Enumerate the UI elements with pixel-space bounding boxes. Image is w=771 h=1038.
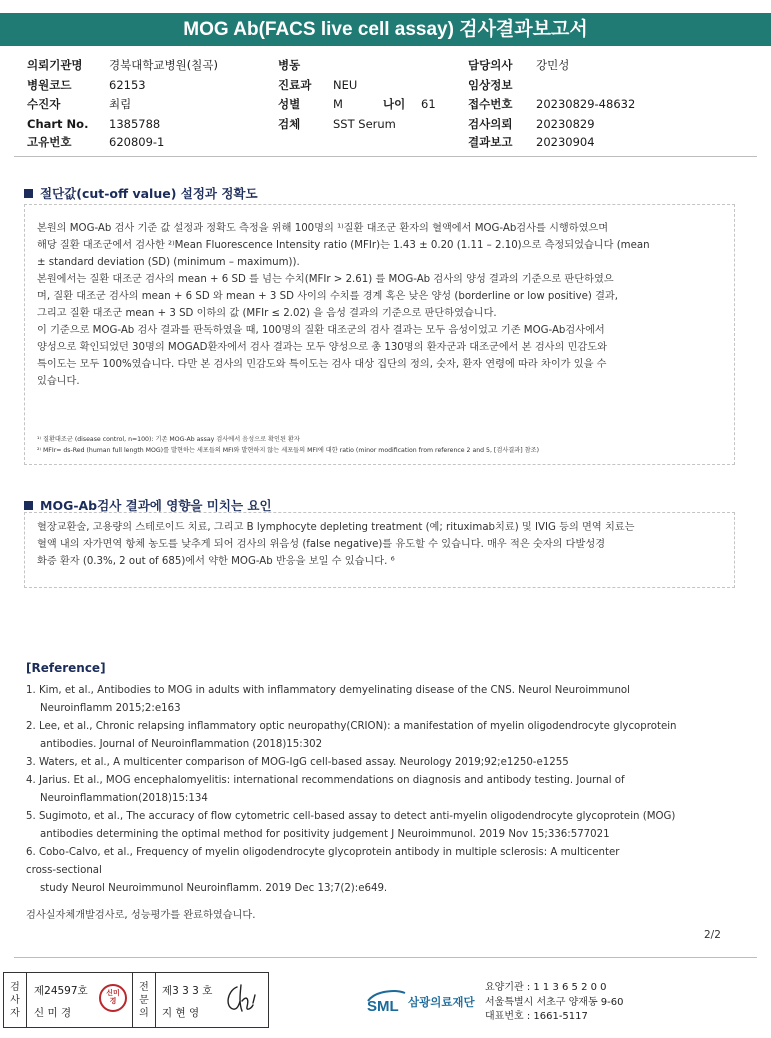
svg-text:SML: SML <box>367 998 399 1015</box>
section1-line: 있습니다. <box>37 376 80 387</box>
section1-line: 해당 질환 대조군에서 검사한 ²⁾Mean Fluorescence Intensity ratio (MFIr)는 1.43 ± 0.20 (1.11 – 2.10)으로 측정되었습니다 (mean <box>37 240 650 251</box>
info-clinical: 임상정보 <box>468 78 513 92</box>
reference-item: 1. Kim, et al., Antibodies to MOG in adults with inflammatory demyelinating disease of the CNS. Neurol Neuroimmunol Neuroinflamm 2015;2:e163 <box>26 685 630 714</box>
section1-line: 며, 질환 대조군 검사의 mean + 6 SD 와 mean + 3 SD 사이의 수치를 경계 혹은 낮은 양성 (borderline or low positive) 결과, <box>37 291 619 302</box>
divider <box>26 973 27 1027</box>
info-unique-id: 고유번호 620809-1 <box>27 135 165 149</box>
info-hospital-code: 병원코드 62153 <box>27 78 146 92</box>
section2-title: MOG-Ab검사 결과에 영향을 미치는 요인 <box>24 496 272 514</box>
report-title: MOG Ab(FACS live cell assay) 검사결과보고서 <box>0 13 771 46</box>
divider <box>155 973 156 1027</box>
section2-body <box>37 519 721 570</box>
specialist-name: 지 현 영 <box>162 1007 200 1019</box>
section1-line: 특이도는 모두 100%였습니다. 다만 본 검사의 민감도와 특이도는 검사 대상 집단의 정의, 숫자, 환자 연령에 따라 차이가 있을 수 <box>37 359 607 370</box>
section1-line: 그리고 질환 대조군 mean + 3 SD 이하의 값 (MFIr ≤ 2.02) 을 음성 결과의 기준으로 판단하였습니다. <box>37 308 497 319</box>
section2-line: 화증 환자 (0.3%, 2 out of 685)에서 약한 MOG-Ab 반응을 보일 수 있습니다. ⁶ <box>37 556 395 567</box>
reference-item: 4. Jarius. Et al., MOG encephalomyelitis: international recommendations on diagnosis and antibody testing. Journal of Neuroinflammation(2018)15:134 <box>26 775 625 804</box>
care-code: 요양기관 : 1 1 3 6 5 2 0 0 <box>485 982 607 993</box>
reference-list <box>26 682 736 898</box>
reference-item: 6. Cobo-Calvo, et al., Frequency of myelin oligodendrocyte glycoprotein antibody in multiple sclerosis: A multicenter cross-sectional study Neurol Neuroimmunol Neuroinflamm. 2019 Dec 13;7(2):e649. <box>26 847 620 894</box>
info-report-date: 결과보고 20230904 <box>468 135 595 149</box>
reference-item: 3. Waters, et al., A multicenter comparison of MOG-IgG cell-based assay. Neurology 2019;92;e1250-e1255 <box>26 757 569 768</box>
page-number: 2/2 <box>704 929 721 941</box>
info-sex: 성별 M <box>278 97 343 111</box>
section1-line: ± standard deviation (SD) (minimum – maximum)). <box>37 257 300 268</box>
specialist-label: 전문의 <box>139 982 149 1019</box>
inspector-label: 검사자 <box>10 982 20 1019</box>
closing-note: 검사실자체개발검사로, 성능평가를 완료하였습니다. <box>26 910 256 921</box>
phone: 대표번호 : 1661-5117 <box>485 1011 588 1022</box>
company-address <box>485 981 624 1025</box>
footnote-1: ¹⁾ 질환대조군 (disease control, n=100): 기존 MOG-Ab assay 검사에서 음성으로 확인된 환자 <box>37 436 300 443</box>
specialist-license: 제3 3 3 호 <box>162 985 213 997</box>
info-specimen: 검체 SST Serum <box>278 117 396 131</box>
reference-item: 2. Lee, et al., Chronic relapsing inflammatory optic neuropathy(CRION): a manifestation of myelin oligodendrocyte glycoprotein antibodies. Journal of Neuroinflammation (2018)15:302 <box>26 721 677 750</box>
section1-title: 절단값(cut-off value) 설정과 정확도 <box>24 184 258 202</box>
footer-divider <box>14 957 757 958</box>
section2-line: 혈장교환술, 고용량의 스테로이드 치료, 그리고 B lymphocyte depleting treatment (예; rituximab치료) 및 IVIG 등의 면역 치료는 <box>37 522 635 533</box>
info-chart-no: Chart No. 1385788 <box>27 117 161 131</box>
section2-line: 혈액 내의 자가면역 항체 농도를 낮추게 되어 검사의 위음성 (false negative)를 유도할 수 있습니다. 매우 적은 숫자의 다발성경 <box>37 539 606 550</box>
company-name: 삼광의료재단 <box>408 995 475 1009</box>
section-bullet-icon <box>24 189 33 198</box>
inspector-name: 신 미 경 <box>34 1007 72 1019</box>
signature-icon <box>223 981 263 1017</box>
info-referring-hospital: 의뢰기관명 경북대학교병원(칠곡) <box>27 58 218 72</box>
reference-item: 5. Sugimoto, et al., The accuracy of flow cytometric cell-based assay to detect anti-myelin oligodendrocyte glycoprotein (MOG) antibodies determining the optimal method for positivity judgement J Neuroimmunol. 2019 Nov 15;336:577021 <box>26 811 676 840</box>
info-request-date: 검사의뢰 20230829 <box>468 117 595 131</box>
section1-line: 양성으로 확인되었던 30명의 MOGAD환자에서 검사 결과는 모두 양성으로 총 130명의 환자군과 대조군에서 본 검사의 민감도와 <box>37 342 607 353</box>
info-accession-no: 접수번호 20230829-48632 <box>468 97 636 111</box>
info-patient-name: 수진자 최림 <box>27 97 132 111</box>
info-doctor: 담당의사 강민성 <box>468 58 570 72</box>
header-divider <box>14 156 757 157</box>
sml-logo-icon <box>365 983 407 1017</box>
section1-line: 본원의 MOG-Ab 검사 기준 값 설정과 정확도 측정을 위해 100명의 ¹⁾질환 대조군 환자의 혈액에서 MOG-Ab검사를 시행하였으며 <box>37 223 609 234</box>
section-bullet-icon <box>24 501 33 510</box>
reference-title: [Reference] <box>26 661 106 675</box>
inspector-license: 제24597호 <box>34 985 88 997</box>
info-department: 진료과 NEU <box>278 78 358 92</box>
section1-line: 본원에서는 질환 대조군 검사의 mean + 6 SD 를 넘는 수치(MFIr > 2.61) 를 MOG-Ab 검사의 양성 결과의 기준으로 판단하였으 <box>37 274 614 285</box>
signature-box <box>3 972 269 1028</box>
info-age: 나이 61 <box>383 97 436 111</box>
footnote-2: ²⁾ MFIr= ds-Red (human full length MOG)를 발현하는 세포들의 MFI와 발현하지 않는 세포들의 MFI에 대한 ratio (minor modification from reference 2 and 5, [검사결과] 참조) <box>37 447 539 454</box>
section1-body <box>37 220 721 390</box>
section1-line: 이 기준으로 MOG-Ab 검사 결과를 판독하였을 때, 100명의 질환 대조군의 검사 결과는 모두 음성이었고 기존 MOG-Ab검사에서 <box>37 325 605 336</box>
address: 서울특별시 서초구 양재동 9-60 <box>485 996 624 1008</box>
info-ward: 병동 <box>278 58 301 72</box>
inspector-seal-icon: 신미경 <box>99 984 127 1012</box>
